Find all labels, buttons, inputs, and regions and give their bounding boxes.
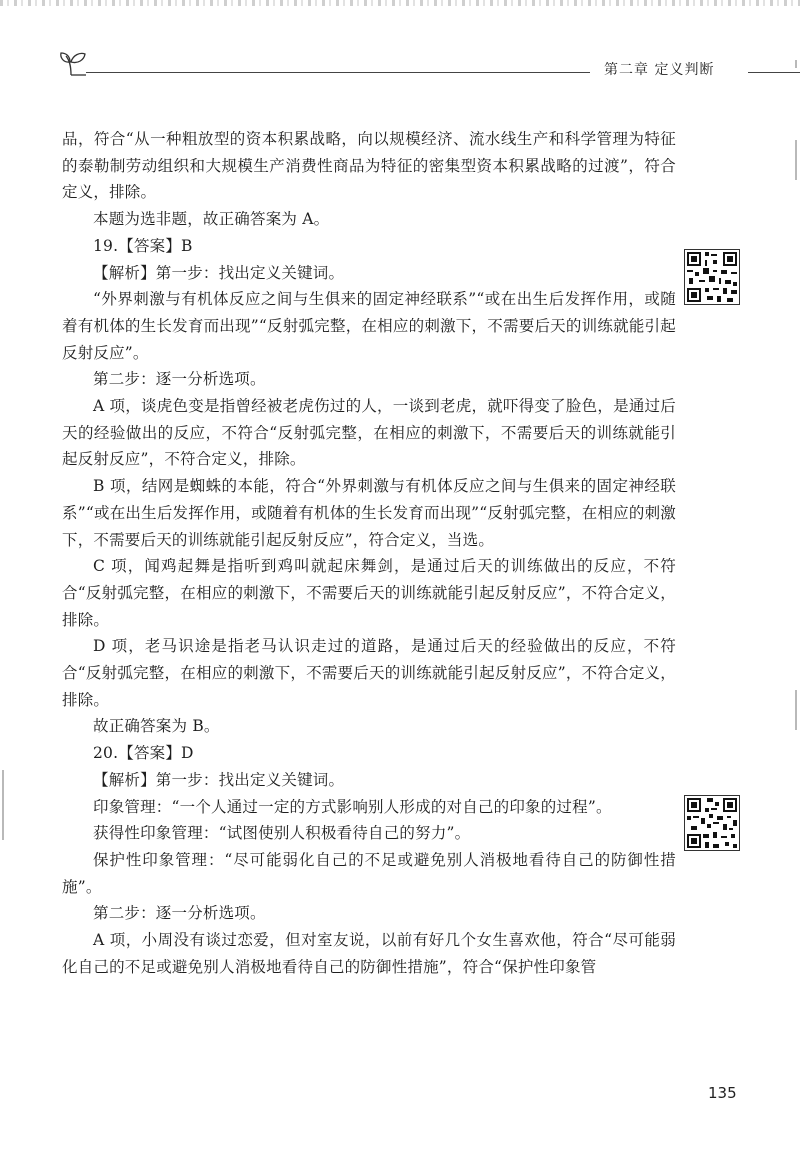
answer-heading: 20.【答案】D	[93, 744, 194, 763]
header-rule-left	[86, 72, 590, 73]
qr-code-graphic	[685, 796, 739, 850]
header-rule-right	[748, 72, 800, 73]
paragraph: A 项，小周没有谈过恋爱，但对室友说，以前有好几个女生喜欢他，符合“尽可能弱化自己的不足或避免别人消极地看待自己的防御性措施”，符合“保护性印象管	[62, 931, 676, 976]
paragraph: 故正确答案为 B。	[93, 717, 220, 736]
paragraph: D 项，老马识途是指老马认识走过的道路，是通过后天的经验做出的反应，不符合“反射弧完整，在相应的刺激下，不需要后天的训练就能引起反射反应”，不符合定义，排除。	[62, 637, 676, 709]
paragraph: 保护性印象管理：“尽可能弱化自己的不足或避免别人消极地看待自己的防御性措施”。	[62, 850, 676, 896]
paragraph: C 项，闻鸡起舞是指听到鸡叫就起床舞剑，是通过后天的训练做出的反应，不符合“反射弧完整，在相应的刺激下，不需要后天的训练就能引起反射反应”，不符合定义，排除。	[62, 557, 676, 629]
paragraph: 【解析】第一步：找出定义关键词。	[93, 770, 345, 789]
page-header	[0, 44, 800, 84]
paragraph: 获得性印象管理：“试图使别人积极看待自己的努力”。	[93, 824, 471, 843]
paragraph: 第二步：逐一分析选项。	[93, 904, 266, 923]
paragraph: 第二步：逐一分析选项。	[93, 370, 266, 389]
page-body	[62, 126, 676, 981]
paragraph: 本题为选非题，故正确答案为 A。	[93, 210, 330, 229]
scan-edge	[795, 60, 797, 68]
scan-edge	[795, 690, 797, 730]
scan-edge	[0, 0, 800, 6]
qr-code-graphic	[685, 250, 739, 304]
paragraph: 品，符合“从一种粗放型的资本积累战略，向以规模经济、流水线生产和科学管理为特征的泰勒制劳动组织和大规模生产消费性商品为特征的密集型资本积累战略的过渡”，符合定义，排除。	[62, 130, 676, 202]
paragraph: 印象管理：“一个人通过一定的方式影响别人形成的对自己的印象的过程”。	[93, 797, 612, 816]
answer-heading: 19.【答案】B	[93, 236, 193, 255]
paragraph: “外界刺激与有机体反应之间与生俱来的固定神经联系”“或在出生后发挥作用，或随着有机体的生长发育而出现”“反射弧完整，在相应的刺激下，不需要后天的训练就能引起反射反应”。	[62, 290, 676, 362]
qr-code-icon[interactable]	[684, 249, 740, 305]
paragraph: B 项，结网是蜘蛛的本能，符合“外界刺激与有机体反应之间与生俱来的固定神经联系”“或在出生后发挥作用，或随着有机体的生长发育而出现”“反射弧完整，在相应的刺激下，不需要后天的训练就能引起反射反应”，符合定义，当选。	[62, 477, 676, 549]
paragraph: A 项，谈虎色变是指曾经被老虎伤过的人，一谈到老虎，就吓得变了脸色，是通过后天的经验做出的反应，不符合“反射弧完整，在相应的刺激下，不需要后天的训练就能引起反射反应”，不符合定义，排除。	[62, 397, 676, 469]
scan-edge	[795, 140, 797, 180]
sprout-leaf-icon	[58, 47, 92, 85]
scan-edge	[2, 770, 4, 840]
paragraph: 【解析】第一步：找出定义关键词。	[93, 263, 345, 282]
page-number: 135	[708, 1084, 737, 1102]
qr-code-icon[interactable]	[684, 795, 740, 851]
chapter-title: 第二章 定义判断	[604, 62, 715, 78]
